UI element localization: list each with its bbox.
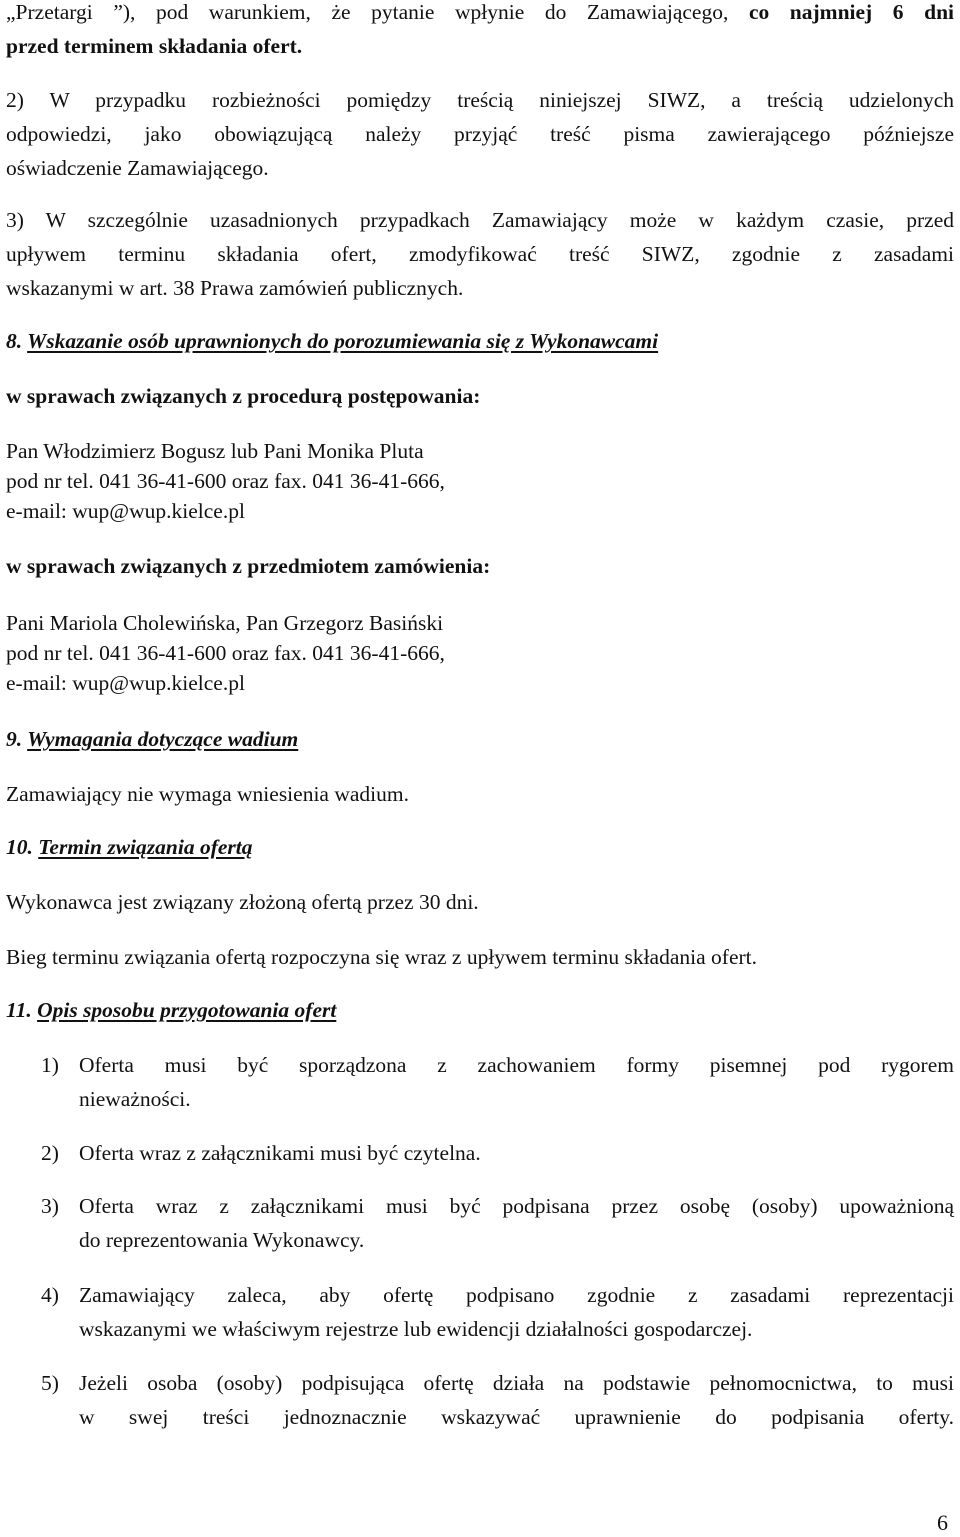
list-item-line-1: Zamawiający zaleca, aby ofertę podpisano zgodnie z zasadami reprezentacji [79, 1283, 954, 1307]
paragraph-2-line-3: oświadczenie Zamawiającego. [6, 156, 269, 180]
contact-1-phone: pod nr tel. 041 36-41-600 oraz fax. 041 36-41-666, [6, 469, 445, 493]
list-item-line-2: do reprezentowania Wykonawcy. [79, 1228, 365, 1252]
section-8-sub2-text: w sprawach związanych z przedmiotem zamówienia: [6, 554, 491, 578]
list-item-line-1: Oferta wraz z załącznikami musi być podpisana przez osobę (osoby) upoważnioną [79, 1194, 954, 1218]
paragraph-2 [6, 83, 954, 185]
section-8-number: 8. [6, 329, 23, 353]
section-8-subheading-procedure [6, 379, 954, 413]
section-10-heading [6, 830, 954, 864]
paragraph-3 [6, 203, 954, 305]
intro-line-1 [6, 0, 954, 29]
section-11-heading [6, 993, 954, 1027]
contact-2-phone: pod nr tel. 041 36-41-600 oraz fax. 041 36-41-666, [6, 641, 445, 665]
paragraph-3-line-3: wskazanymi w art. 38 Prawa zamówień publicznych. [6, 276, 464, 300]
section-9-heading [6, 722, 954, 756]
section-9-body [6, 777, 954, 811]
section-11-title: Opis sposobu przygotowania ofert [37, 998, 337, 1022]
section-10-body-2 [6, 940, 954, 974]
paragraph-3-line-2: upływem terminu składania ofert, zmodyfikować treść SIWZ, zgodnie z zasadami [6, 242, 954, 266]
contact-block-procedure [6, 434, 954, 528]
section-8-subheading-subject [6, 549, 954, 583]
list-item-line-2: w swej treści jednoznacznie wskazywać uprawnienie do podpisania oferty. [79, 1405, 954, 1429]
paragraph-2-line-1: 2) W przypadku rozbieżności pomiędzy treścią niniejszej SIWZ, a treścią udzielonych [6, 88, 954, 112]
list-item-number: 4) [41, 1283, 59, 1307]
intro-paragraph [6, 0, 954, 63]
section-9-number: 9. [6, 727, 23, 751]
list-item-line-1: Oferta musi być sporządzona z zachowaniem formy pisemnej pod rygorem [79, 1053, 954, 1077]
paragraph-3-line-1: 3) W szczególnie uzasadnionych przypadkach Zamawiający może w każdym czasie, przed [6, 208, 954, 232]
section-8-sub1-text: w sprawach związanych z procedurą postępowania: [6, 384, 481, 408]
paragraph-2-line-2: odpowiedzi, jako obowiązującą należy przyjąć treść pisma zawierającego późniejsze [6, 122, 954, 146]
list-item-number: 3) [41, 1194, 59, 1218]
contact-2-names: Pani Mariola Cholewińska, Pan Grzegorz Basiński [6, 611, 444, 635]
list-item-number: 2) [41, 1141, 59, 1165]
list-item-line-2: wskazanymi we właściwym rejestrze lub ewidencji działalności gospodarczej. [79, 1317, 753, 1341]
contact-block-subject [6, 606, 954, 700]
section-8-title: Wskazanie osób uprawnionych do porozumiewania się z Wykonawcami [27, 329, 659, 353]
list-item-line-2: nieważności. [79, 1087, 191, 1111]
list-item-number: 5) [41, 1371, 59, 1395]
contact-2-email: e-mail: wup@wup.kielce.pl [6, 671, 245, 695]
page-number: 6 [937, 1510, 948, 1535]
list-item-line-1: Jeżeli osoba (osoby) podpisująca ofertę działa na podstawie pełnomocnictwa, to musi [79, 1371, 954, 1395]
section-10-title: Termin związania ofertą [38, 835, 253, 859]
section-8-heading [6, 324, 954, 358]
contact-1-names: Pan Włodzimierz Bogusz lub Pani Monika Pluta [6, 439, 424, 463]
list-item-line-1: Oferta wraz z załącznikami musi być czytelna. [79, 1141, 481, 1165]
intro-text: „Przetargi ”), pod warunkiem, że pytanie wpłynie do Zamawiającego, [6, 0, 729, 24]
intro-deadline-bold: co najmniej 6 dni [748, 0, 954, 24]
section-10-text-1: Wykonawca jest związany złożoną ofertą przez 30 dni. [6, 890, 479, 914]
section-10-text-2: Bieg terminu związania ofertą rozpoczyna się wraz z upływem terminu składania ofert. [6, 945, 757, 969]
intro-line-2: przed terminem składania ofert. [6, 34, 303, 58]
contact-1-email: e-mail: wup@wup.kielce.pl [6, 499, 245, 523]
section-10-body-1 [6, 885, 954, 919]
section-9-text: Zamawiający nie wymaga wniesienia wadium. [6, 782, 409, 806]
section-11-number: 11. [6, 998, 32, 1022]
section-9-title: Wymagania dotyczące wadium [27, 727, 299, 751]
list-item-number: 1) [41, 1053, 59, 1077]
section-10-number: 10. [6, 835, 33, 859]
